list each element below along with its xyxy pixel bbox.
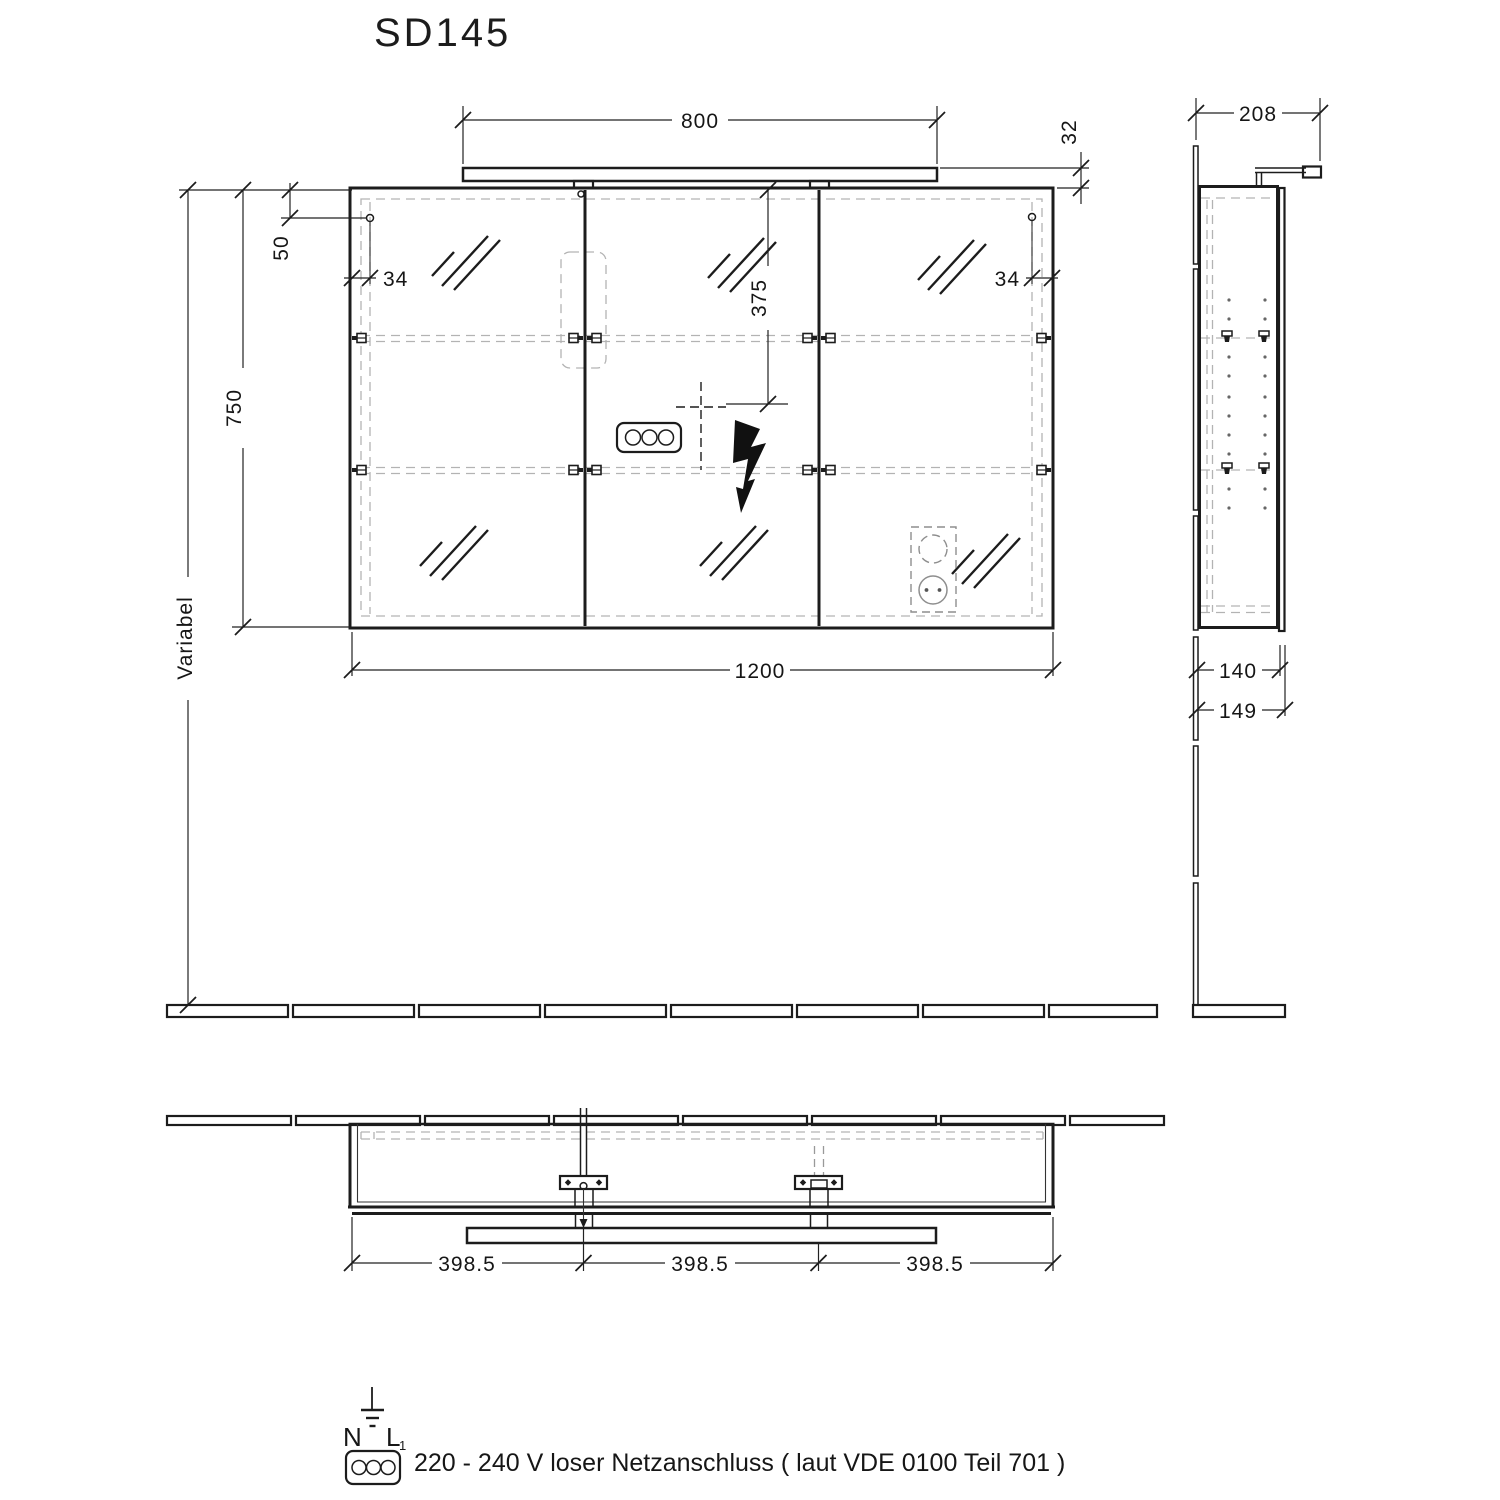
power-note-text: 220 - 240 V loser Netzanschluss ( laut VDE 0100 Teil 701 ) (414, 1449, 1066, 1477)
dim-depth-with-door: 149 (1218, 700, 1258, 723)
dim-wall-below: Variabel (174, 596, 197, 680)
mirror-icon (420, 526, 488, 580)
mirror-icon-group (420, 236, 1020, 588)
dim-depth-body: 140 (1218, 660, 1258, 683)
line-label: L (386, 1422, 401, 1452)
light-bar-plan (467, 1228, 936, 1243)
mount-bracket-right (795, 1146, 842, 1228)
dim-light-height: 32 (1058, 119, 1081, 145)
mid-wall-band-side (1193, 1005, 1285, 1017)
electrical-note (343, 1387, 1065, 1484)
mid-wall-band (167, 1005, 1285, 1017)
light-bar-front (463, 168, 937, 197)
dim-light-width: 800 (680, 110, 720, 133)
neutral-label: N (343, 1422, 362, 1452)
socket-icon (346, 1451, 400, 1484)
dim-spacing-center: 398.5 (671, 1253, 729, 1276)
shelf-hole-rows (1227, 298, 1266, 509)
mirror-icon (700, 526, 768, 580)
drawing-title: SD145 (374, 11, 512, 55)
dim-body-height: 750 (223, 388, 246, 428)
dim-connection-height: 375 (748, 278, 771, 318)
front-view (350, 168, 1053, 628)
connection-center-mark (676, 382, 726, 470)
dim-hole-side-right: 34 (994, 268, 1020, 291)
side-carcass (1200, 187, 1278, 628)
dim-hole-side-left: 34 (383, 268, 409, 291)
dim-hole-top-offset: 50 (270, 235, 293, 261)
switch-icon (617, 423, 681, 452)
dim-spacing-right: 398.5 (906, 1253, 964, 1276)
lightning-icon (733, 420, 766, 513)
wall-strip (1194, 146, 1199, 1005)
mirror-icon (432, 236, 500, 290)
line-sub-label: 1 (399, 1438, 407, 1453)
ground-icon (361, 1387, 384, 1426)
dim-body-width: 1200 (734, 660, 786, 683)
mirror-icon (918, 240, 986, 294)
plan-cabinet (348, 1124, 1055, 1214)
front-view-dimensions (174, 106, 1089, 1013)
socket-detail (911, 527, 956, 612)
side-view (1188, 98, 1328, 1005)
cabinet-outline (350, 188, 1053, 628)
side-door (1279, 188, 1285, 631)
plan-dimensions (344, 1217, 1061, 1276)
dim-spacing-left: 398.5 (438, 1253, 496, 1276)
side-light-arm (1255, 167, 1321, 187)
mirror-icon (952, 534, 1020, 588)
bottom-view (167, 1108, 1164, 1276)
dim-depth-with-light: 208 (1238, 103, 1278, 126)
